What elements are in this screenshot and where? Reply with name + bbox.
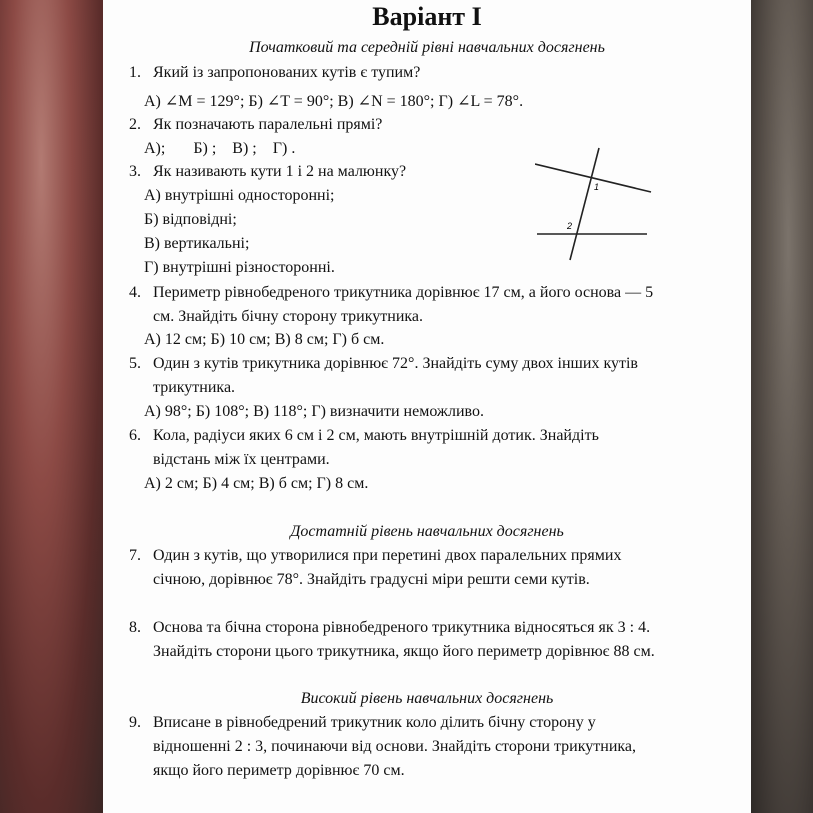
q8-text-line2: Знайдіть сторони цього трикутника, якщо його периметр дорівнює 88 см. xyxy=(153,643,655,660)
q5-text-line1: Один з кутів трикутника дорівнює 72°. Знайдіть суму двох інших кутів xyxy=(153,355,638,372)
q7-text-line2: січною, дорівнює 78°. Знайдіть градусні міри решти семи кутів. xyxy=(153,571,590,588)
page-title: Варіант І xyxy=(372,2,482,31)
q9-number: 9. xyxy=(129,714,141,731)
level-heading-basic: Початковий та середній рівні навчальних досягнень xyxy=(249,39,605,56)
q9-text-line2: відношенні 2 : 3, починаючи від основи. Знайдіть сторони трикутника, xyxy=(153,738,637,755)
q1-text: Який із запропонованих кутів є тупим? xyxy=(153,64,421,81)
q8-text-line1: Основа та бічна сторона рівнобедреного трикутника відносяться як 3 : 4. xyxy=(153,619,651,636)
q2-options: А); Б) ; В) ; Г) . xyxy=(144,140,296,157)
q4-text-line1: Периметр рівнобедреного трикутника дорівнює 17 см, а його основа — 5 xyxy=(153,284,654,301)
q2-text: Як позначають паралельні прямі? xyxy=(153,116,383,133)
worksheet-page xyxy=(103,0,751,813)
q5-options: А) 98°; Б) 108°; В) 118°; Г) визначити неможливо. xyxy=(144,403,484,420)
blurred-background-left xyxy=(0,0,103,813)
q9-text-line3: якщо його периметр дорівнює 70 см. xyxy=(153,762,405,779)
q3-option-d: Г) внутрішні різносторонні. xyxy=(144,259,335,276)
q1-options: А) ∠M = 129°; Б) ∠T = 90°; В) ∠N = 180°; Г) ∠L = 78°. xyxy=(144,93,524,110)
q5-number: 5. xyxy=(129,355,141,372)
q8-number: 8. xyxy=(129,619,141,636)
q7-number: 7. xyxy=(129,547,141,564)
q4-text-line2: см. Знайдіть бічну сторону трикутника. xyxy=(153,308,424,325)
q4-options: А) 12 см; Б) 10 см; В) 8 см; Г) б см. xyxy=(144,331,385,348)
q4-number: 4. xyxy=(129,284,141,301)
angle-label-2: 2 xyxy=(567,221,573,231)
q6-text-line1: Кола, радіуси яких 6 см і 2 см, мають внутрішній дотик. Знайдіть xyxy=(153,427,599,444)
angles-figure xyxy=(535,146,655,262)
transversal-line xyxy=(570,148,599,260)
level-heading-sufficient: Достатній рівень навчальних досягнень xyxy=(290,523,564,540)
q1-number: 1. xyxy=(129,64,141,81)
blurred-background-right xyxy=(751,0,813,813)
q9-text-line1: Вписане в рівнобедрений трикутник коло ділить бічну сторону у xyxy=(153,714,596,731)
q3-option-a: А) внутрішні односторонні; xyxy=(144,187,335,204)
q6-options: А) 2 см; Б) 4 см; В) б см; Г) 8 см. xyxy=(144,475,369,492)
q6-number: 6. xyxy=(129,427,141,444)
q2-number: 2. xyxy=(129,116,141,133)
q3-number: 3. xyxy=(129,163,141,180)
q3-option-c: В) вертикальні; xyxy=(144,235,250,252)
q6-text-line2: відстань між їх центрами. xyxy=(153,451,330,468)
q3-text: Як називають кути 1 і 2 на малюнку? xyxy=(153,163,407,180)
level-heading-high: Високий рівень навчальних досягнень xyxy=(300,690,554,707)
q5-text-line2: трикутника. xyxy=(153,379,236,396)
q3-option-b: Б) відповідні; xyxy=(144,211,237,228)
angle-label-1: 1 xyxy=(594,182,600,192)
q7-text-line1: Один з кутів, що утворилися при перетині двох паралельних прямих xyxy=(153,547,622,564)
